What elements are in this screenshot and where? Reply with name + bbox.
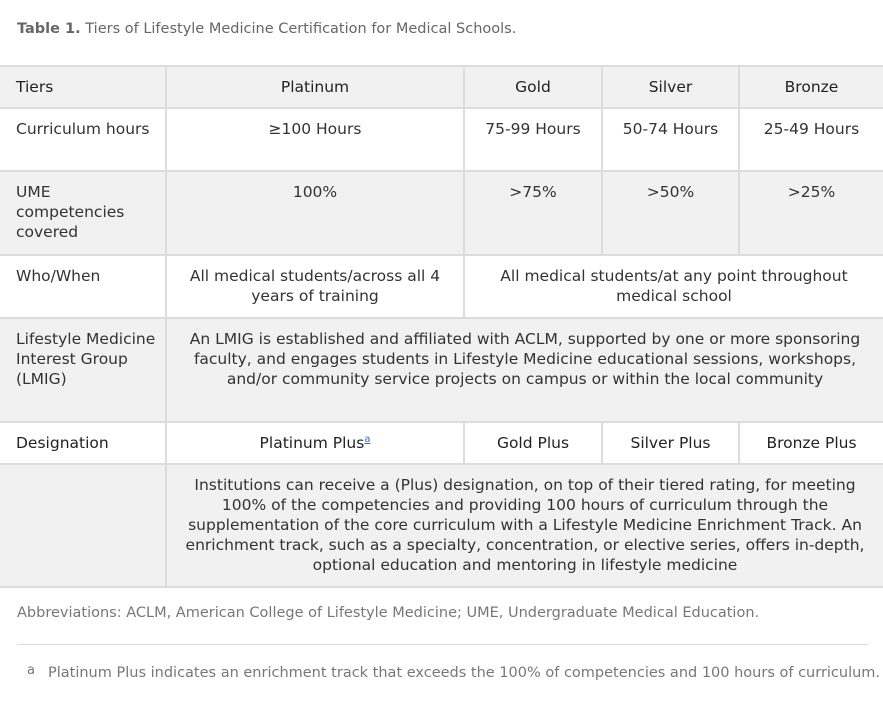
header-gold: Gold	[464, 66, 602, 108]
table-row-designation	[0, 422, 883, 464]
table-row-curriculum	[0, 108, 883, 171]
cell-lmig-description: An LMIG is established and affiliated with ACLM, supported by one or more sponsoring faculty, and engages students in Lifestyle Medicine educational sessions, workshops, and/or community service projects on campus or within the local community	[166, 318, 883, 422]
row-label-ume: UME competencies covered	[0, 171, 166, 255]
cell-curriculum-gold: 75-99 Hours	[464, 108, 602, 171]
designation-silver-plus: Silver Plus	[602, 422, 739, 464]
table-header-row	[0, 66, 883, 108]
footnote-text: Platinum Plus indicates an enrichment track that exceeds the 100% of competencies and 100 hours of curriculum.	[48, 665, 881, 681]
header-silver: Silver	[602, 66, 739, 108]
row-label-lmig: Lifestyle Medicine Interest Group (LMIG)	[0, 318, 166, 422]
designation-label: Designation	[0, 422, 166, 464]
footnote-divider	[17, 644, 868, 645]
cell-designation-description: Institutions can receive a (Plus) designation, on top of their tiered rating, for meeting 100% of the competencies and providing 100 hours of curriculum through the supplementation of the core curriculum with a Lifestyle Medicine Enrichment Track. An enrichment track, such as a specialty, concentration, or elective series, offers in-depth, optional education and mentoring in lifestyle medicine	[166, 464, 883, 587]
abbreviations-note: Abbreviations: ACLM, American College of Lifestyle Medicine; UME, Undergraduate Medical Education.	[17, 605, 760, 621]
designation-description-empty	[0, 464, 166, 587]
header-tiers: Tiers	[0, 66, 166, 108]
cell-ume-gold: >75%	[464, 171, 602, 255]
cell-ume-silver: >50%	[602, 171, 739, 255]
cell-curriculum-bronze: 25-49 Hours	[739, 108, 883, 171]
row-label-curriculum: Curriculum hours	[0, 108, 166, 171]
cell-who-platinum: All medical students/across all 4 years of training	[166, 255, 464, 318]
table-row-designation-description	[0, 464, 883, 587]
table-caption-label: Table 1.	[17, 21, 81, 37]
designation-platinum-plus	[166, 422, 464, 464]
row-label-who-when: Who/When	[0, 255, 166, 318]
footnote-mark: a	[27, 663, 35, 678]
footnote-a-link[interactable]: a	[364, 433, 371, 445]
cell-curriculum-platinum: ≥100 Hours	[166, 108, 464, 171]
cell-ume-platinum: 100%	[166, 171, 464, 255]
header-bronze: Bronze	[739, 66, 883, 108]
table-row-who-when	[0, 255, 883, 318]
designation-bronze-plus: Bronze Plus	[739, 422, 883, 464]
designation-gold-plus: Gold Plus	[464, 422, 602, 464]
header-platinum: Platinum	[166, 66, 464, 108]
table-caption	[17, 21, 516, 37]
cell-curriculum-silver: 50-74 Hours	[602, 108, 739, 171]
cell-ume-bronze: >25%	[739, 171, 883, 255]
table-caption-text: Tiers of Lifestyle Medicine Certification for Medical Schools.	[85, 21, 517, 37]
designation-platinum-plus-text: Platinum Plus	[259, 434, 365, 452]
cell-who-others: All medical students/at any point throughout medical school	[464, 255, 883, 318]
tiers-table	[0, 65, 883, 588]
table-row-lmig	[0, 318, 883, 422]
table-row-ume	[0, 171, 883, 255]
